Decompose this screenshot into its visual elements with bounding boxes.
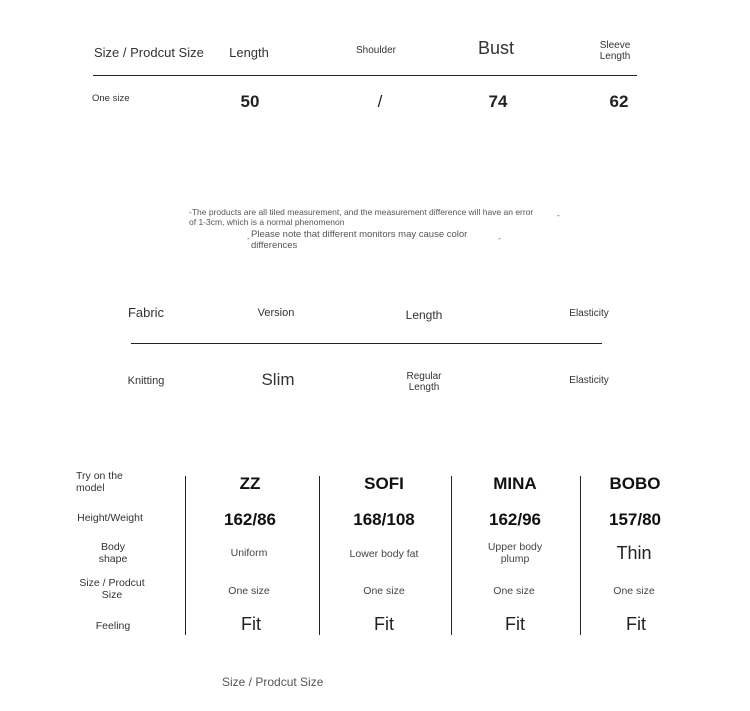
model-feeling-zz: Fit — [241, 614, 261, 634]
model-name-zz: ZZ — [239, 474, 261, 493]
note-line-2: Please note that different monitors may cause color differences — [251, 229, 468, 251]
model-column-separator — [451, 476, 452, 635]
fabric-header-elasticity: Elasticity — [569, 308, 609, 319]
fabric-value-length: Regular Length — [406, 371, 442, 393]
model-label-try-on: Try on the model — [76, 470, 123, 494]
size-header-length: Length — [229, 45, 269, 60]
size-value-shoulder: / — [377, 92, 383, 111]
fabric-header-length: Length — [405, 308, 443, 322]
size-value-bust: 74 — [488, 92, 508, 111]
model-feeling-sofi: Fit — [374, 614, 394, 634]
model-size-bobo: One size — [613, 585, 655, 597]
model-name-mina: MINA — [493, 474, 537, 493]
size-header-shoulder: Shoulder — [355, 45, 397, 56]
note-dash-3: - — [498, 233, 501, 243]
model-column-separator — [185, 476, 186, 635]
fabric-value-version: Slim — [261, 370, 295, 389]
model-name-sofi: SOFI — [364, 474, 404, 493]
model-hw-zz: 162/86 — [224, 510, 276, 529]
model-label-size: Size / Prodcut Size — [79, 577, 145, 601]
size-table-divider — [93, 75, 637, 76]
model-feeling-mina: Fit — [505, 614, 525, 634]
model-label-feeling: Feeling — [95, 620, 131, 632]
model-size-sofi: One size — [363, 585, 405, 597]
footer-size-label: Size / Prodcut Size — [222, 675, 324, 689]
size-value-sleeve-length: 62 — [609, 92, 629, 111]
model-hw-bobo: 157/80 — [609, 510, 661, 529]
fabric-table-divider — [131, 343, 602, 344]
size-value-length: 50 — [240, 92, 260, 111]
size-header-bust: Bust — [477, 38, 515, 58]
fabric-value-fabric: Knitting — [127, 375, 165, 387]
model-feeling-bobo: Fit — [626, 614, 646, 634]
model-label-height-weight: Height/Weight — [77, 512, 143, 524]
model-shape-zz: Uniform — [230, 547, 268, 559]
fabric-header-fabric: Fabric — [127, 305, 165, 320]
model-column-separator — [319, 476, 320, 635]
model-size-zz: One size — [228, 585, 270, 597]
model-shape-sofi: Lower body fat — [349, 548, 419, 560]
fabric-value-elasticity: Elasticity — [569, 375, 609, 386]
note-dash-2: - — [247, 233, 250, 243]
model-column-separator — [580, 476, 581, 635]
model-hw-sofi: 168/108 — [353, 510, 415, 529]
size-header-sleeve-length: Sleeve Length — [599, 40, 631, 62]
note-line-1: -The products are all tiled measurement, and the measurement difference will have an error of 1-3cm, which is a normal phenomenon — [189, 207, 534, 227]
model-shape-mina: Upper body plump — [487, 541, 543, 565]
model-name-bobo: BOBO — [609, 474, 661, 493]
size-header-size: Size / Prodcut Size — [94, 45, 204, 60]
model-label-body-shape: Body shape — [98, 541, 128, 565]
note-dash-1: - — [557, 210, 560, 220]
model-size-mina: One size — [493, 585, 535, 597]
model-shape-bobo: Thin — [616, 543, 652, 563]
size-row-label: One size — [92, 93, 130, 104]
model-hw-mina: 162/96 — [489, 510, 541, 529]
fabric-header-version: Version — [257, 307, 295, 319]
